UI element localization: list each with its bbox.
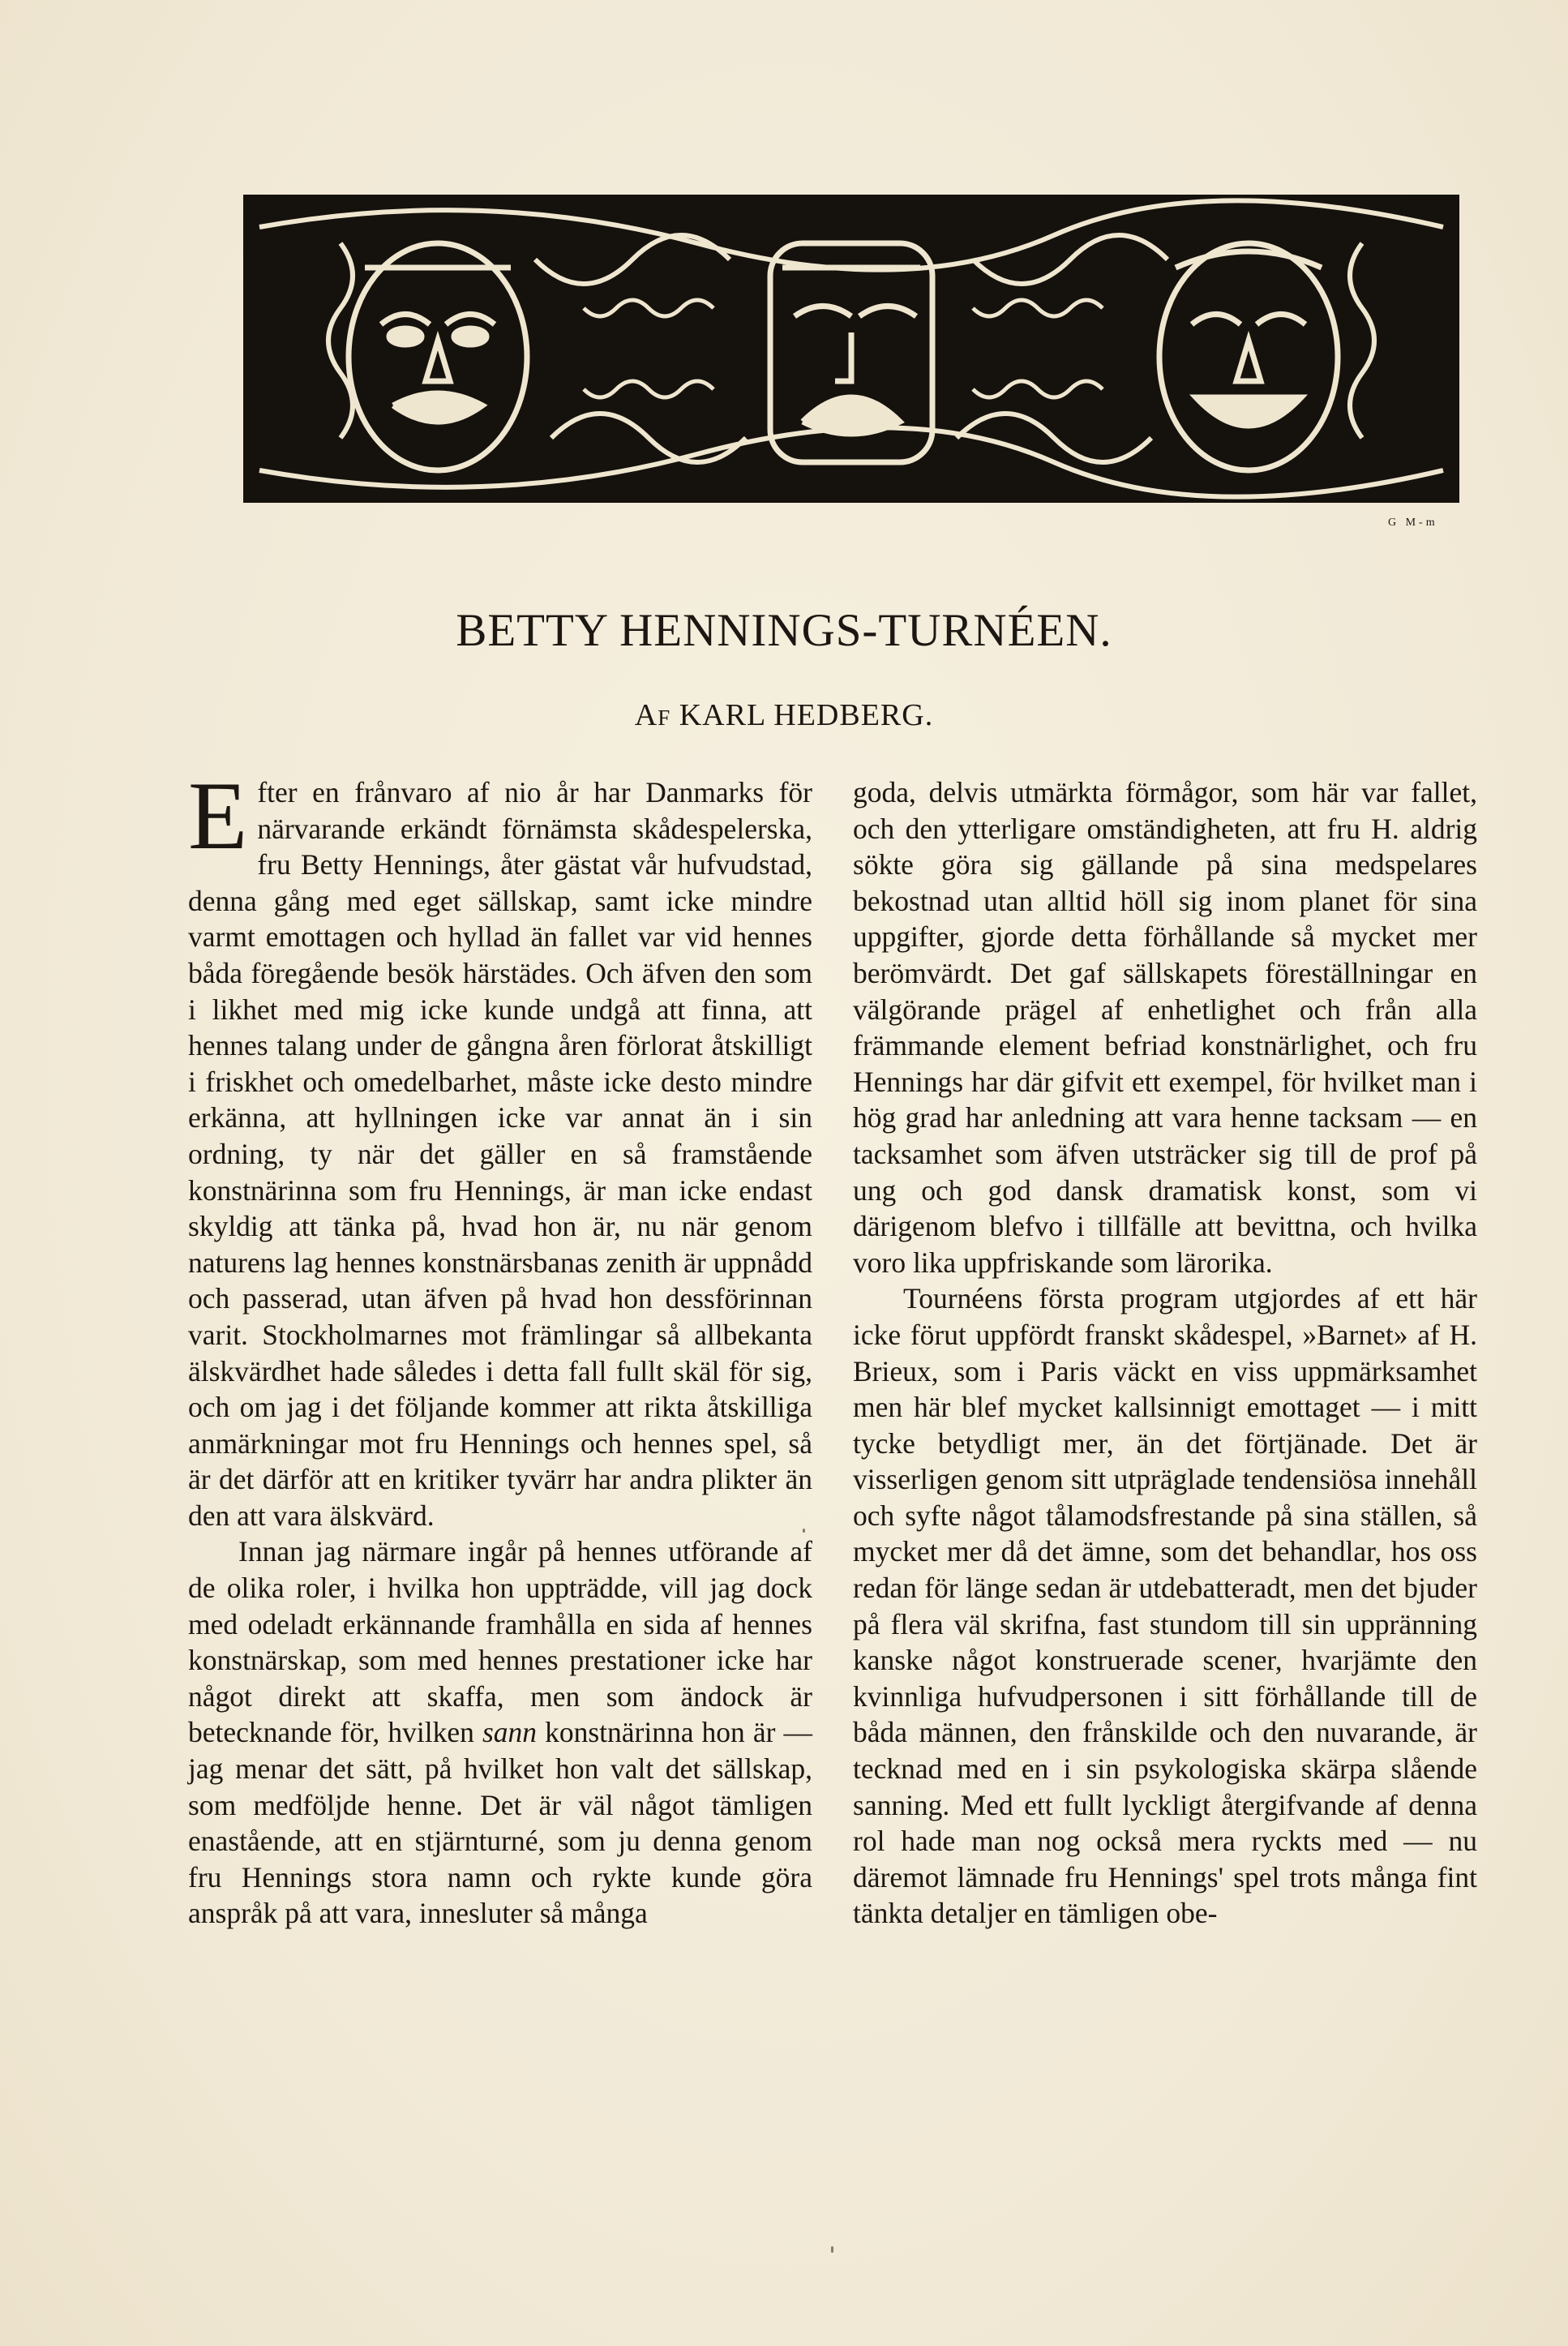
theatre-masks-banner: [243, 195, 1459, 503]
paper-speck: [831, 2246, 833, 2253]
right-paragraph-1: goda, delvis utmärkta förmågor, som här var fallet, och den ytterligare omständigheten, att fru H. aldrig sökte göra sig gällande på sina medspelares bekostnad utan alltid höll sig inom planet för sina uppgifter, gjorde detta förhållande så mycket mer berömvärdt. Det gaf sällskapets föreställningar en välgörande prägel af enhetlighet och från alla främmande element befriad konstnärlighet, och fru Hennings har där gifvit ett exempel, för hvilket man i hög grad har anledning att vara henne tacksam — en tacksamhet som äfven utsträcker sig till de prof på ung och god dansk dramatisk konst, som vi därigenom blefvo i tillfälle att bevittna, och hvilka voro lika uppfriskande som lärorika.: [853, 776, 1477, 1279]
left-paragraph-2: [188, 1533, 812, 1932]
article-title: BETTY HENNINGS-TURNÉEN.: [456, 605, 1112, 656]
byline-author: KARL HEDBERG.: [679, 698, 934, 732]
left-paragraph-2-text-a: Innan jag närmare ingår på hennes utförande af de olika roler, i hvilka hon uppträdde, vill jag dock med odeladt erkännande framhålla en sida af hennes konstnärskap, som med hennes prestationer icke har något direkt att skaffa, men som ändock är betecknande för, hvilken: [188, 1535, 812, 1749]
left-column: [188, 761, 812, 1932]
left-paragraph-1: [188, 761, 812, 1533]
right-column: [853, 774, 1477, 1932]
masks-illustration: [243, 195, 1459, 503]
byline: [0, 697, 1568, 733]
paper-speck: [803, 1529, 805, 1533]
drop-cap: E: [188, 761, 248, 869]
right-paragraph-2: Tournéens första program utgjordes af ett här icke förut uppfördt franskt skådespel, »Barnet» af H. Brieux, som i Paris väckt en viss uppmärksamhet men här blef mycket kallsinnigt emottaget — i mitt tycke betydligt mer, än det förtjänade. Det är visserligen genom sitt utpräglade tendensiösa innehåll och syfte något tålamodsfrestande på sina ställen, så mycket mer då det ämne, som det behandlar, hos oss redan för länge sedan är utdebatteradt, men det bjuder på flera väl skrifna, fast stundom till sin uppränning kanske något konstruerade scener, hvarjämte den kvinnliga hufvudpersonen i sitt förhållande till de båda männen, den frånskilde och den nuvarande, är tecknad med en i sin psykologiska skärpa slående sanning. Med ett fullt lyckligt återgifvande af denna rol hade man nog också mera ryckts med — nu däremot lämnade fru Hennings' spel trots många fint tänkta detaljer en tämligen obe-: [853, 1282, 1477, 1930]
byline-prefix: Af: [634, 698, 671, 732]
left-paragraph-2-italic: sann: [482, 1716, 538, 1749]
left-paragraph-1-text: fter en frånvaro af nio år har Danmarks för närvarande erkändt förnämsta skådespelerska, fru Betty Hennings, åter gästat vår hufvudstad, denna gång med eget sällskap, samt icke mindre varmt emottagen och hyllad än fallet var vid hennes båda föregående besök härstädes. Och äfven den som i likhet med mig icke kunde undgå att finna, att hennes talang under de gångna åren förlorat åtskilligt i friskhet och omedelbarhet, måste icke desto mindre erkänna, att hyllningen icke var annat än i sin ordning, ty när det gäller en så framstående konstnärinna som fru Hennings, är man icke endast skyldig att tänka på, hvad hon är, nu när genom naturens lag hennes konstnärsbanas zenith är uppnådd och passerad, utan äfven på hvad hon dessförinnan varit. Stockholmarnes mot främlingar så allbekanta älskvärdhet hade således i detta fall fullt skäl för sig, och om jag i det följande kommer att rikta åtskilliga anmärkningar mot fru Hennings och hennes spel, så är det därför att en kritiker tyvärr har andra plikter än den att vara älskvärd.: [188, 776, 812, 1532]
illustrator-monogram: G M-m: [1388, 517, 1438, 529]
left-paragraph-2-text-b: konstnärinna hon är — jag menar det sätt, på hvilket hon valt det sällskap, som medföljde henne. Det är väl något tämligen enastående, att en stjärnturné, som ju denna genom fru Hennings stora namn och rykte kunde göra anspråk på att vara, innesluter så många: [188, 1716, 812, 1930]
